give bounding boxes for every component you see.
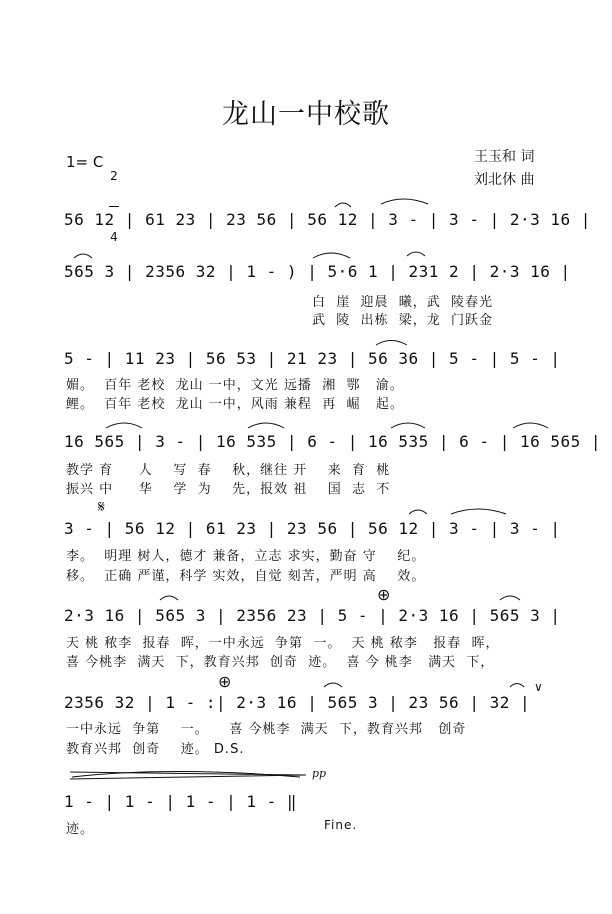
- lyric-row-5-verse-2: 移。 正确 严谨，科学 实效，自觉 刻苦，严明 高 效。: [66, 569, 426, 584]
- slur-11: [160, 596, 178, 600]
- slur-14: [510, 684, 524, 688]
- slur-6: [106, 423, 142, 428]
- notation-row-6: 2·3 16 | 565 3 | 2356 23 | 5 - | 2·3 16 | 565 3 |: [64, 606, 561, 625]
- lyric-row-5-verse-1: 李。 明理 树人，德才 兼备，立志 求实，勤奋 守 纪。: [66, 549, 426, 564]
- slur-4: [407, 252, 425, 256]
- segno-icon: 𝄋: [98, 497, 105, 516]
- notation-row-7: 2356 32 | 1 - :| 2·3 16 | 565 3 | 23 56 | 32 |: [64, 693, 531, 712]
- tie-2: [451, 509, 506, 514]
- time-signature-bottom: 4: [110, 230, 118, 244]
- slur-12: [500, 596, 520, 600]
- notation-row-4: 16 565 | 3 - | 16 535 | 6 - | 16 535 | 6 - | 16 565 |: [64, 432, 602, 451]
- lyric-row-3-verse-1: 媚。 百年 老校 龙山 一中，文光 远播 湘 鄂 渝。: [66, 378, 404, 393]
- lyric-row-4-verse-2: 振兴 中 华 学 为 先，报效 祖 国 志 不: [66, 482, 391, 497]
- lyricist-credit: 王玉和 词: [474, 149, 535, 165]
- coda-icon: ⊕: [377, 585, 391, 604]
- lyric-row-6-verse-1: 天 桃 秾李 报春 晖，一中永远 争第 一。 天 桃 秾李 报春 晖，: [66, 636, 500, 651]
- lyric-row-7-verse-1: 一中永远 争第 一。 喜 今桃李 满天 下，教育兴邦 创奇: [66, 722, 467, 737]
- decrescendo-mark: [70, 772, 306, 779]
- notation-row-1: 56 12 | 61 23 | 23 56 | 56 12 | 3 - | 3 - | 2·3 16 |: [64, 210, 591, 229]
- composer-credit: 刘北休 曲: [474, 172, 535, 188]
- notation-row-8: 1 - | 1 - | 1 - | 1 - ‖: [64, 792, 298, 811]
- lyric-row-2-verse-2: 武 陵 出栋 梁，龙 门跃金: [312, 313, 494, 328]
- lyric-row-3-verse-2: 鲤。 百年 老校 龙山 一中，风雨 兼程 再 崛 起。: [66, 397, 404, 412]
- notation-row-2: 565 3 | 2356 32 | 1 - ) | 5·6 1 | 231 2 | 2·3 16 |: [64, 262, 571, 281]
- song-title: 龙山一中校歌: [222, 99, 390, 130]
- lyric-row-4-verse-1: 教学 育 人 写 春 秋，继往 开 来 育 桃: [66, 463, 391, 478]
- key-signature: 1= C: [66, 153, 104, 171]
- slur-7: [248, 423, 284, 428]
- fine-marking: Fine.: [324, 818, 358, 832]
- tie-1: [381, 199, 428, 204]
- slur-3: [313, 253, 350, 258]
- lyric-row-7-verse-2: 教育兴邦 创奇 迹。 D.S.: [66, 742, 245, 757]
- slur-9: [513, 423, 548, 428]
- time-signature-top: 2: [110, 169, 118, 183]
- notation-row-3: 5 - | 11 23 | 56 53 | 21 23 | 56 36 | 5 - | 5 - |: [64, 349, 561, 368]
- slur-8: [391, 423, 425, 428]
- lyric-row-8-end: 迹。: [66, 822, 95, 837]
- slur-1: [335, 203, 351, 207]
- dynamic-marking: pp: [312, 767, 327, 780]
- slur-13: [324, 683, 342, 687]
- slur-2: [74, 254, 92, 258]
- lyric-row-2-verse-1: 白 崖 迎晨 曦，武 陵春光: [312, 295, 494, 310]
- slur-10: [409, 510, 427, 514]
- coda-icon-2: ⊕: [218, 672, 232, 691]
- lyric-row-6-verse-2: 喜 今桃李 满天 下，教育兴邦 创奇 迹。 喜 今 桃李 满天 下，: [66, 655, 495, 670]
- slur-5: [376, 341, 407, 346]
- notation-row-5: 3 - | 56 12 | 61 23 | 23 56 | 56 12 | 3 - | 3 - |: [64, 519, 561, 538]
- breath-mark-icon: ∨: [534, 680, 543, 694]
